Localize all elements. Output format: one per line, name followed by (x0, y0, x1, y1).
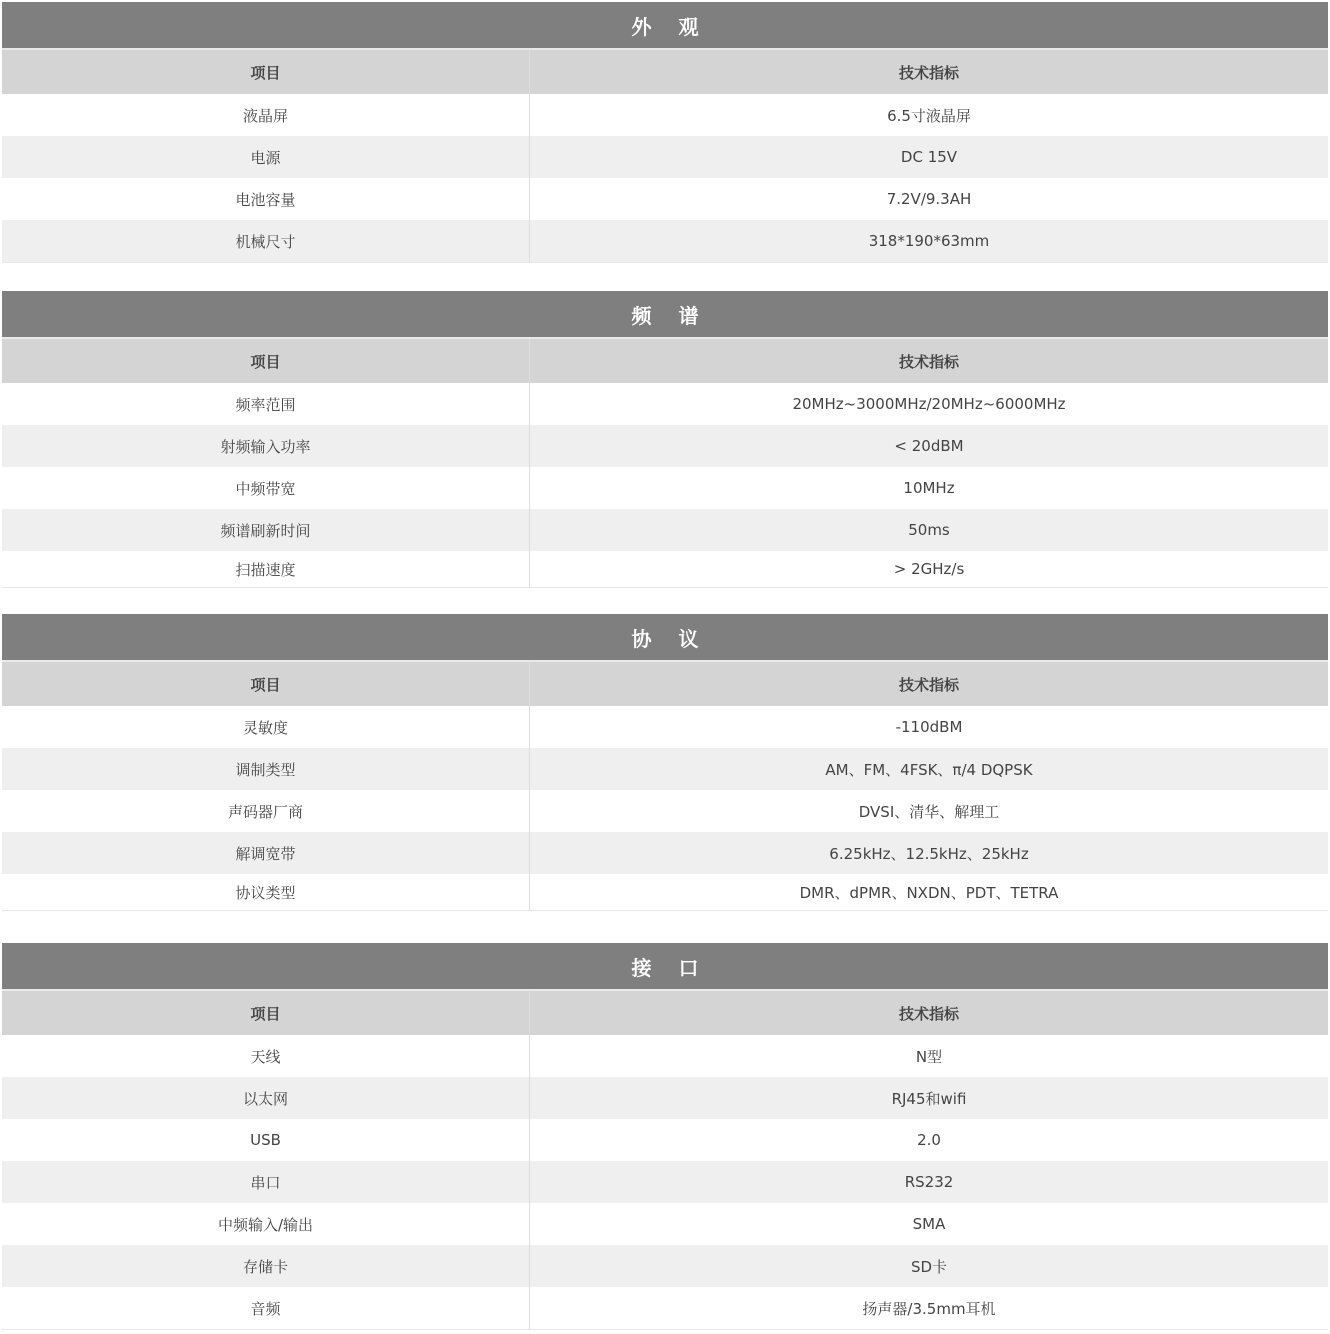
table-row (2, 136, 1328, 178)
table-row (2, 383, 1328, 425)
column-header-item: 项目 (2, 339, 530, 383)
table-row (2, 551, 1328, 588)
table-row (2, 832, 1328, 874)
item-cell: 射频输入功率 (2, 425, 530, 467)
spec-cell: 扬声器/3.5mm耳机 (530, 1287, 1329, 1330)
spec-cell: -110dBM (530, 706, 1329, 748)
column-header-spec: 技术指标 (530, 662, 1329, 706)
spec-cell: SMA (530, 1203, 1329, 1245)
table-header-row (2, 339, 1328, 383)
spec-table (2, 991, 1328, 1330)
table-row (2, 94, 1328, 136)
appearance-section (2, 2, 1328, 263)
item-cell: 电源 (2, 136, 530, 178)
table-row (2, 790, 1328, 832)
spec-cell: SD卡 (530, 1245, 1329, 1287)
item-cell: 串口 (2, 1161, 530, 1203)
spec-table (2, 339, 1328, 588)
spec-cell: AM、FM、4FSK、π/4 DQPSK (530, 748, 1329, 790)
spec-cell: > 2GHz/s (530, 551, 1329, 588)
spec-table (2, 50, 1328, 263)
column-header-spec: 技术指标 (530, 50, 1329, 94)
spec-cell: 2.0 (530, 1119, 1329, 1161)
item-cell: 灵敏度 (2, 706, 530, 748)
spec-cell: 6.5寸液晶屏 (530, 94, 1329, 136)
spec-cell: 7.2V/9.3AH (530, 178, 1329, 220)
column-header-spec: 技术指标 (530, 339, 1329, 383)
section-title: 外 观 (2, 2, 1328, 50)
table-row (2, 220, 1328, 263)
spec-cell: < 20dBM (530, 425, 1329, 467)
spectrum-section (2, 291, 1328, 588)
table-row (2, 748, 1328, 790)
section-title: 频 谱 (2, 291, 1328, 339)
spec-cell: 6.25kHz、12.5kHz、25kHz (530, 832, 1329, 874)
spec-table (2, 662, 1328, 911)
spec-cell: RJ45和wifi (530, 1077, 1329, 1119)
item-cell: USB (2, 1119, 530, 1161)
column-header-item: 项目 (2, 50, 530, 94)
table-row (2, 1203, 1328, 1245)
table-header-row (2, 662, 1328, 706)
table-row (2, 706, 1328, 748)
spec-cell: DC 15V (530, 136, 1329, 178)
table-row (2, 1161, 1328, 1203)
table-row (2, 874, 1328, 911)
table-row (2, 467, 1328, 509)
item-cell: 声码器厂商 (2, 790, 530, 832)
column-header-spec: 技术指标 (530, 991, 1329, 1035)
item-cell: 以太网 (2, 1077, 530, 1119)
item-cell: 天线 (2, 1035, 530, 1077)
item-cell: 扫描速度 (2, 551, 530, 588)
interface-section (2, 943, 1328, 1330)
table-row (2, 1077, 1328, 1119)
table-header-row (2, 991, 1328, 1035)
spec-cell: N型 (530, 1035, 1329, 1077)
spec-cell: 318*190*63mm (530, 220, 1329, 263)
item-cell: 存储卡 (2, 1245, 530, 1287)
table-row (2, 425, 1328, 467)
spec-cell: DVSI、清华、解理工 (530, 790, 1329, 832)
item-cell: 音频 (2, 1287, 530, 1330)
spec-cell: RS232 (530, 1161, 1329, 1203)
spec-cell: 50ms (530, 509, 1329, 551)
protocol-section (2, 614, 1328, 911)
item-cell: 调制类型 (2, 748, 530, 790)
item-cell: 频率范围 (2, 383, 530, 425)
item-cell: 解调宽带 (2, 832, 530, 874)
table-header-row (2, 50, 1328, 94)
item-cell: 液晶屏 (2, 94, 530, 136)
section-title: 协 议 (2, 614, 1328, 662)
spec-cell: 10MHz (530, 467, 1329, 509)
table-row (2, 1245, 1328, 1287)
item-cell: 中频输入/输出 (2, 1203, 530, 1245)
table-row (2, 1119, 1328, 1161)
item-cell: 电池容量 (2, 178, 530, 220)
item-cell: 频谱刷新时间 (2, 509, 530, 551)
table-row (2, 178, 1328, 220)
section-title: 接 口 (2, 943, 1328, 991)
column-header-item: 项目 (2, 991, 530, 1035)
table-row (2, 1035, 1328, 1077)
item-cell: 协议类型 (2, 874, 530, 911)
spec-cell: DMR、dPMR、NXDN、PDT、TETRA (530, 874, 1329, 911)
item-cell: 中频带宽 (2, 467, 530, 509)
item-cell: 机械尺寸 (2, 220, 530, 263)
column-header-item: 项目 (2, 662, 530, 706)
table-row (2, 1287, 1328, 1330)
table-row (2, 509, 1328, 551)
spec-cell: 20MHz~3000MHz/20MHz~6000MHz (530, 383, 1329, 425)
